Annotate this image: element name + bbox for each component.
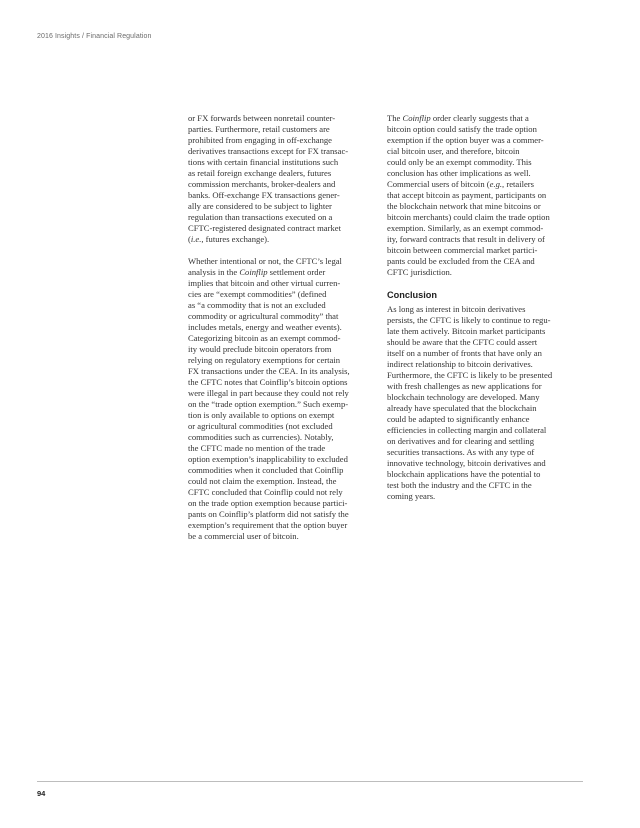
text-line: analysis in the Coinflip settlement order xyxy=(188,267,326,277)
text-line: exemption if the option buyer was a commer- xyxy=(387,135,544,145)
text-line: regulation than transactions executed on a xyxy=(188,212,333,222)
text-line: cial bitcoin user, and therefore, bitcoin xyxy=(387,146,520,156)
text-line: bitcoin option could satisfy the trade option xyxy=(387,124,537,134)
text-line: As long as interest in bitcoin derivatives xyxy=(387,304,526,314)
text-line: ity would preclude bitcoin operators from xyxy=(188,344,332,354)
text-line: could only be an exempt commodity. This xyxy=(387,157,532,167)
text-line: should be aware that the CFTC could assert xyxy=(387,337,538,347)
text-line: on derivatives and for clearing and settling xyxy=(387,436,535,446)
text-line: securities transactions. As with any type of xyxy=(387,447,535,457)
text-line: as retail foreign exchange dealers, futures xyxy=(188,168,332,178)
text-line: bitcoin between commercial market partici- xyxy=(387,245,538,255)
text-line: exemption. Similarly, as an exempt commod- xyxy=(387,223,544,233)
text-line: as “a commodity that is not an excluded xyxy=(188,300,326,310)
text-line: pants on Coinflip’s platform did not satisfy the xyxy=(188,509,349,519)
text-line: prohibited from engaging in off-exchange xyxy=(188,135,332,145)
text-line: commission merchants, broker-dealers and xyxy=(188,179,336,189)
text-line: Commercial users of bitcoin (e.g., retailers xyxy=(387,179,535,189)
text-line: The Coinflip order clearly suggests that a xyxy=(387,113,529,123)
right-paragraph-2 xyxy=(387,304,572,502)
text-line: efficiencies in collecting margin and collateral xyxy=(387,425,547,435)
text-line: CFTC concluded that Coinflip could not rely xyxy=(188,487,343,497)
text-line: derivatives transactions except for FX transac- xyxy=(188,146,349,156)
text-line: cies are “exempt commodities” (defined xyxy=(188,289,327,299)
text-line: banks. Off-exchange FX transactions gener- xyxy=(188,190,340,200)
text-line: already have speculated that the blockchain xyxy=(387,403,537,413)
text-line: coming years. xyxy=(387,491,436,501)
left-column xyxy=(188,113,373,553)
left-paragraph-2 xyxy=(188,256,373,542)
text-line: FX transactions under the CEA. In its analysis, xyxy=(188,366,350,376)
text-line: bitcoin merchants) could claim the trade option xyxy=(387,212,550,222)
text-line: test both the industry and the CFTC in the xyxy=(387,480,532,490)
text-line: tions with certain financial institutions such xyxy=(188,157,339,167)
text-line: commodity or agricultural commodity” that xyxy=(188,311,339,321)
text-line: be a commercial user of bitcoin. xyxy=(188,531,299,541)
text-line: itself on a number of fronts that have only an xyxy=(387,348,542,358)
text-line: that accept bitcoin as payment, participants on xyxy=(387,190,547,200)
conclusion-heading: Conclusion xyxy=(387,290,438,300)
text-line: includes metals, energy and weather events). xyxy=(188,322,342,332)
page-number: 94 xyxy=(37,789,46,798)
text-line: parties. Furthermore, retail customers are xyxy=(188,124,330,134)
text-line: CFTC-registered designated contract market xyxy=(188,223,341,233)
text-line: commodities when it concluded that Coinflip xyxy=(188,465,344,475)
text-line: late them actively. Bitcoin market participants xyxy=(387,326,546,336)
text-line: the blockchain network that mine bitcoins or xyxy=(387,201,541,211)
text-line: ally are considered to be subject to lighter xyxy=(188,201,332,211)
text-line: could not claim the exemption. Instead, the xyxy=(188,476,337,486)
text-line: pants could be excluded from the CEA and xyxy=(387,256,535,266)
text-line: option exemption’s inapplicability to excluded xyxy=(188,454,348,464)
text-line: blockchain technology are developed. Many xyxy=(387,392,540,402)
text-line: were illegal in part because they could not rely xyxy=(188,388,349,398)
text-line: ity, forward contracts that result in delivery of xyxy=(387,234,545,244)
text-line: (i.e., futures exchange). xyxy=(188,234,270,244)
text-line: Furthermore, the CFTC is likely to be presented xyxy=(387,370,553,380)
text-line: with fresh challenges as new applications for xyxy=(387,381,542,391)
text-line: indirect relationship to bitcoin derivatives. xyxy=(387,359,533,369)
text-line: Whether intentional or not, the CFTC’s legal xyxy=(188,256,342,266)
text-line: relying on regulatory exemptions for certain xyxy=(188,355,341,365)
text-line: or agricultural commodities (not excluded xyxy=(188,421,333,431)
running-header: 2016 Insights / Financial Regulation xyxy=(37,33,152,40)
text-line: implies that bitcoin and other virtual curren- xyxy=(188,278,341,288)
left-paragraph-1 xyxy=(188,113,373,245)
text-line: or FX forwards between nonretail counter- xyxy=(188,113,336,123)
text-line: commodities such as currencies). Notably, xyxy=(188,432,334,442)
text-line: tion is only available to options on exempt xyxy=(188,410,335,420)
text-line: Categorizing bitcoin as an exempt commod- xyxy=(188,333,341,343)
text-line: the CFTC notes that Coinflip’s bitcoin options xyxy=(188,377,348,387)
text-line: on the “trade option exemption.” Such exemp- xyxy=(188,399,349,409)
text-line: conclusion has other implications as well. xyxy=(387,168,531,178)
right-column xyxy=(387,113,572,513)
text-line: the CFTC made no mention of the trade xyxy=(188,443,326,453)
footer-divider xyxy=(37,781,583,782)
text-line: on the trade option exemption because partici- xyxy=(188,498,348,508)
text-line: innovative technology, bitcoin derivatives and xyxy=(387,458,546,468)
right-paragraph-1 xyxy=(387,113,572,278)
text-line: blockchain applications have the potential to xyxy=(387,469,541,479)
text-line: CFTC jurisdiction. xyxy=(387,267,452,277)
text-line: could be adapted to significantly enhance xyxy=(387,414,530,424)
text-line: exemption’s requirement that the option buyer xyxy=(188,520,348,530)
text-line: persists, the CFTC is likely to continue to regu- xyxy=(387,315,551,325)
